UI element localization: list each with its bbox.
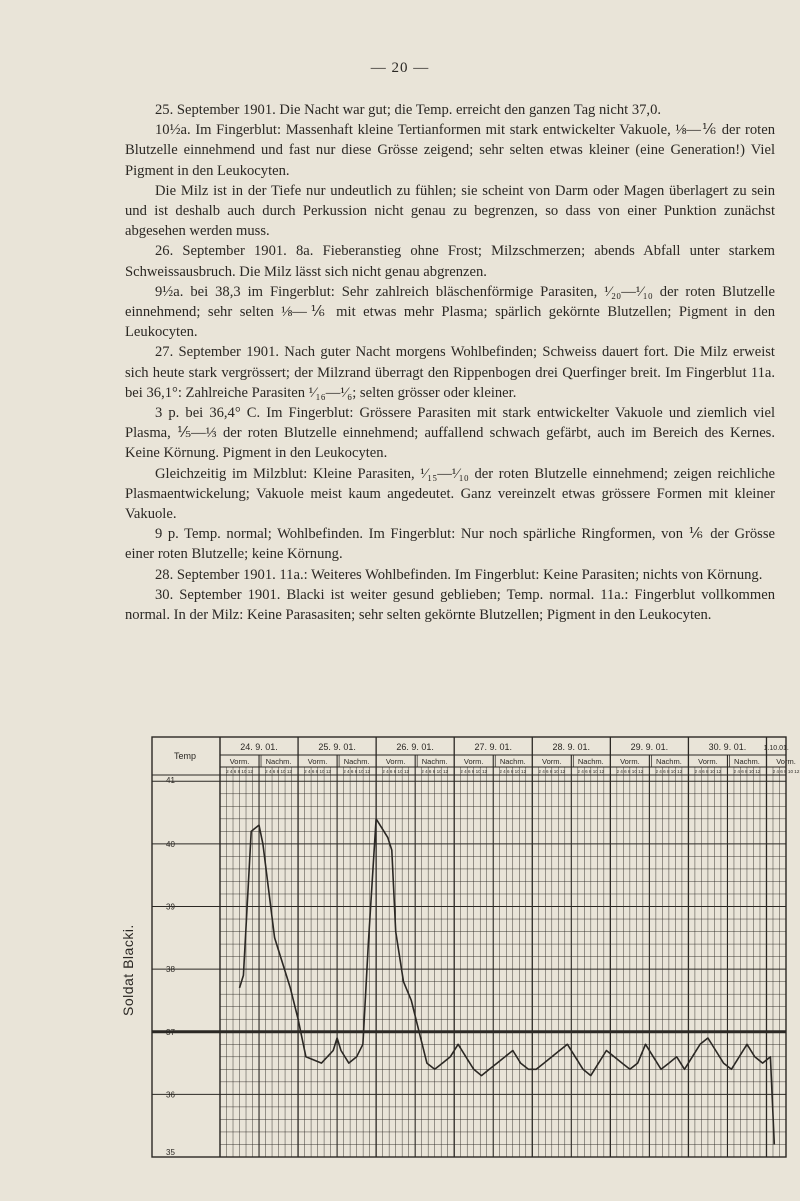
paragraph: 25. September 1901. Die Nacht war gut; die Temp. erreicht den ganzen Tag nicht 37,0. <box>155 102 662 118</box>
y-tick-label: 40 <box>166 839 175 849</box>
y-tick-label: 35 <box>166 1148 175 1157</box>
hour-tick-label: 2 4 6 8 10 12 <box>421 769 449 774</box>
hour-tick-label: 2 4 6 8 10 12 <box>382 769 410 774</box>
hour-tick-label: 2 4 6 8 10 12 <box>616 769 644 774</box>
date-label: 30. 9. 01. <box>708 742 747 752</box>
date-label: 26. 9. 01. <box>396 742 434 752</box>
hour-tick-label: 2 4 6 8 10 12 <box>304 769 332 774</box>
half-day-label: Vorm. <box>541 757 562 766</box>
half-day-label: Nachm. <box>499 757 526 766</box>
half-day-label: Vorm. <box>307 757 328 766</box>
hour-tick-label: 2 4 6 8 10 12 <box>772 769 800 774</box>
paragraph: 26. September 1901. 8a. Fieberanstieg ohne Frost; Milzschmerzen; abends Abfall unter starkem Schweissausbruch. Die Milz lässt sich nicht genau abgrenzen. <box>125 243 775 280</box>
date-label: 24. 9. 01. <box>240 742 278 752</box>
date-label: 25. 9. 01. <box>318 742 356 752</box>
patient-label: Soldat Blacki. <box>120 924 136 1016</box>
paragraph: 3 p. bei 36,4° C. Im Fingerblut: Grössere Parasiten mit stark entwickelter Vakuole und ziemlich viel Plasma, ⅕—⅓ der roten Blutzelle einnehmend; auffallend schwach gefärbt, auch im Bereich des Kernes. Keine Körnung. Pigment in den Leukocyten. <box>125 405 775 462</box>
half-day-label: Vorm. <box>463 757 484 766</box>
hour-tick-label: 2 4 6 8 10 12 <box>655 769 683 774</box>
paragraph: 28. September 1901. 11a.: Weiteres Wohlbefinden. Im Fingerblut: Keine Parasiten; nichts von Körnung. <box>155 566 763 583</box>
date-label: 29. 9. 01. <box>630 742 669 752</box>
half-day-label: Vorm. <box>385 757 406 766</box>
half-day-label: Nachm. <box>734 757 760 766</box>
half-day-label: Nachm. <box>343 757 370 766</box>
y-tick-label: 39 <box>166 902 175 912</box>
hour-tick-label: 2 4 6 8 10 12 <box>694 769 722 774</box>
paragraph: 10½a. Im Fingerblut: Massenhaft kleine Tertianformen mit stark entwickelter Vakuole, ⅛—⅙ der roten Blutzelle einnehmend und fast nur diese Grösse zeigend; sehr selten etwas kleiner (eine Generation!) Viel Pigment in den Leukocyten. <box>125 122 775 179</box>
page-number: — 20 — <box>370 60 430 76</box>
hour-tick-label: 2 4 6 8 10 12 <box>343 769 371 774</box>
date-label: 1.10.01. <box>763 745 789 752</box>
temperature-chart <box>150 735 800 1160</box>
hour-tick-label: 2 4 6 8 10 12 <box>733 769 761 774</box>
half-day-label: Nachm. <box>577 757 604 766</box>
hour-tick-label: 2 4 6 8 10 12 <box>265 769 292 774</box>
paragraph: 9½a. bei 38,3 im Fingerblut: Sehr zahlreich bläschenförmige Parasiten, ¹⁄₂₀—¹⁄₁₀ der roten Blutzelle einnehmend; sehr selten ⅛—⅙ mit etwas mehr Plasma; spärlich gekörnte Blutzellen; Pigment in den Leukocyten. <box>125 283 775 341</box>
half-day-label: Nachm. <box>265 757 292 766</box>
y-tick-label: 38 <box>166 965 175 975</box>
paragraph: Die Milz ist in der Tiefe nur undeutlich zu fühlen; sie scheint von Darm oder Magen überlagert zu sein und ist deshalb auch durch Perkussion nicht genau zu begrenzen, so dass von einer Punktion zunächst abgesehen werden muss. <box>125 182 775 240</box>
paragraph: 30. September 1901. Blacki ist weiter gesund geblieben; Temp. normal. 11a.: Fingerblut vollkommen normal. In der Milz: Keine Parasasiten; sehr selten gekörnte Blutzellen; Pigment in den Leukocyten. <box>125 586 775 624</box>
hour-tick-label: 2 4 6 8 10 12 <box>499 769 527 774</box>
half-day-label: Nachm. <box>421 757 448 766</box>
y-tick-label: 36 <box>166 1090 175 1100</box>
date-label: 28. 9. 01. <box>552 742 591 752</box>
half-day-label: Vorm. <box>620 757 640 766</box>
body-text <box>125 100 775 625</box>
y-tick-label: 41 <box>166 776 175 785</box>
paragraph: Gleichzeitig im Milzblut: Kleine Parasiten, ¹⁄₁₅—¹⁄₁₀ der roten Blutzelle einnehmend; zeigen reichliche Plasmaentwickelung; Vakuole meist kaum angedeutet. Ganz vereinzelt etwas grössere Formen mit kleiner Vakuole. <box>125 465 775 523</box>
temp-row-label: Temp <box>174 751 197 761</box>
half-day-label: Vorm. <box>229 757 250 766</box>
paragraph: 9 p. Temp. normal; Wohlbefinden. Im Fingerblut: Nur noch spärliche Ringformen, von ⅙ der Grösse einer roten Blutzelle; keine Körnung. <box>125 526 775 563</box>
half-day-label: Nachm. <box>655 757 682 766</box>
date-label: 27. 9. 01. <box>474 742 513 752</box>
y-tick-label: 37 <box>166 1027 175 1037</box>
half-day-label: Vorm. <box>698 757 718 766</box>
half-day-label: Vorm. <box>776 757 796 766</box>
hour-tick-label: 2 4 6 8 10 12 <box>226 769 253 774</box>
paragraph: 27. September 1901. Nach guter Nacht morgens Wohlbefinden; Schweiss dauert fort. Die Milz erweist sich heute stark vergrössert; der Milzrand überragt den Rippenbogen drei Querfinger breit. Im Fingerblut 11a. bei 36,1°: Zahlreiche Parasiten ¹⁄₁₆—¹⁄₆; selten grösser oder kleiner. <box>125 344 775 401</box>
hour-tick-label: 2 4 6 8 10 12 <box>577 769 605 774</box>
hour-tick-label: 2 4 6 8 10 12 <box>538 769 566 774</box>
hour-tick-label: 2 4 6 8 10 12 <box>460 769 488 774</box>
